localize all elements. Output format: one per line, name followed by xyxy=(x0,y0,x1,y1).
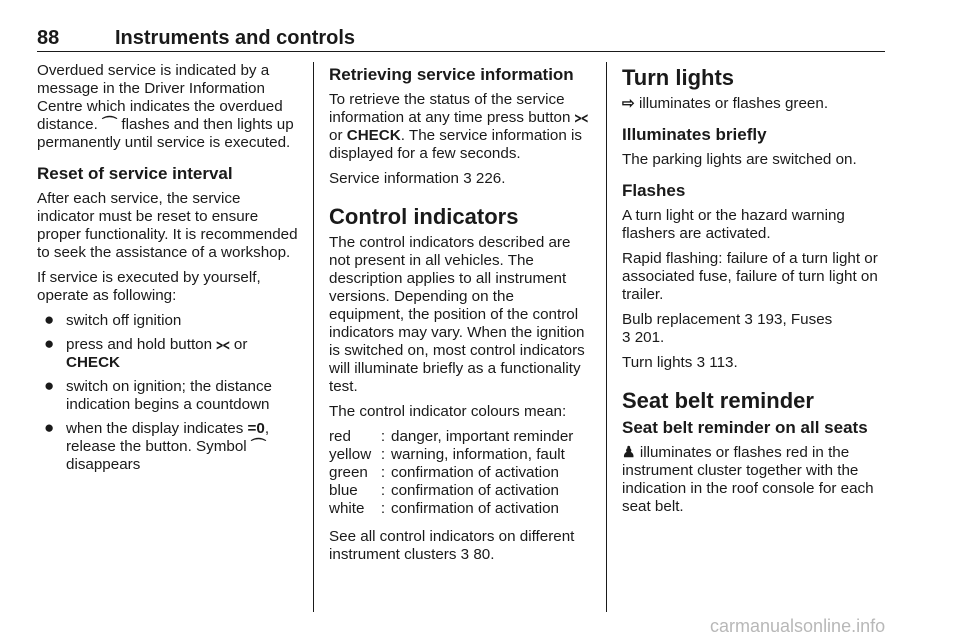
section-title: Instruments and controls xyxy=(115,27,356,49)
colour-row xyxy=(329,428,573,446)
bulb-fuses-reference: Bulb replacement 3 193, Fuses 3 201. xyxy=(622,311,833,346)
turn-lights-heading: Turn lights xyxy=(622,65,735,90)
column-2 xyxy=(329,62,593,571)
page-reference-link[interactable]: 3 201 xyxy=(622,329,661,346)
colour-name: blue xyxy=(329,482,358,499)
bullet-icon: ● xyxy=(44,418,55,437)
column-divider xyxy=(313,62,314,612)
wrench-icon: ⌒ xyxy=(102,116,118,133)
colour-separator: : xyxy=(380,500,386,517)
check-button-label: CHECK xyxy=(66,354,121,371)
service-button-icon: ⪥ xyxy=(216,336,230,353)
display-value: =0 xyxy=(247,420,265,437)
procedure-intro: If service is executed by yourself, operate as following: xyxy=(37,269,261,304)
turn-lights-reference: Turn lights 3 113. xyxy=(622,354,738,371)
all-seats-heading: Seat belt reminder on all seats xyxy=(622,418,868,437)
colour-meaning: warning, information, fault xyxy=(391,446,565,463)
retrieving-paragraph: To retrieve the status of the service information at any time press button ⪥ or CHECK. The service information is displayed for a few seconds. xyxy=(329,91,589,162)
watermark: carmanualsonline.info xyxy=(710,616,886,636)
rapid-flashing-paragraph: Rapid flashing: failure of a turn light or associated fuse, failure of turn light on trailer. xyxy=(622,250,878,303)
seatbelt-paragraph: ♟ illuminates or flashes red in the instrument cluster together with the indication in the roof console for each seat belt. xyxy=(622,444,874,515)
page-header xyxy=(37,27,885,52)
reference-arrow-icon: 3 xyxy=(622,329,631,346)
colour-table xyxy=(329,428,573,518)
colour-meaning: confirmation of activation xyxy=(391,464,559,481)
colour-name: white xyxy=(329,500,365,517)
colour-separator: : xyxy=(380,482,386,499)
reset-paragraph: After each service, the service indicator must be reset to ensure proper functionality. It is recommended to seek the assistance of a workshop. xyxy=(37,190,298,261)
service-info-reference: Service information 3 226. xyxy=(329,170,506,187)
reference-arrow-icon: 3 xyxy=(696,354,706,371)
colour-meaning: confirmation of activation xyxy=(391,500,559,517)
bullet-icon: ● xyxy=(44,310,55,329)
colour-meaning: danger, important reminder xyxy=(391,428,574,445)
procedure-list xyxy=(37,312,299,474)
page-reference-link[interactable]: 3 193 xyxy=(744,311,783,328)
reference-arrow-icon: 3 xyxy=(460,546,470,563)
colour-separator: : xyxy=(380,464,386,481)
service-button-icon: ⪥ xyxy=(574,109,589,126)
seat-belt-reminder-heading: Seat belt reminder xyxy=(622,388,814,413)
colour-row xyxy=(329,464,573,482)
overdue-paragraph: Overdued service is indicated by a message in the Driver Information Centre which indicates the overdued distance. ⌒ flashes and then lights up permanently until service is executed. xyxy=(37,62,294,151)
colour-separator: : xyxy=(380,428,386,445)
seatbelt-icon: ♟ xyxy=(622,444,636,461)
page-reference-link[interactable]: 3 80 xyxy=(460,546,491,563)
column-divider xyxy=(606,62,607,612)
reference-arrow-icon: 3 xyxy=(744,311,753,328)
wrench-icon: ⌒ xyxy=(250,438,267,455)
colour-separator: : xyxy=(380,446,386,463)
reset-heading: Reset of service interval xyxy=(37,164,233,183)
colours-intro: The control indicator colours mean: xyxy=(329,403,567,420)
turn-arrow-icon: ⇨ xyxy=(622,95,635,112)
list-item: ● switch on ignition; the distance indication begins a countdown xyxy=(44,376,272,413)
bullet-icon: ● xyxy=(44,376,55,395)
page-reference-link[interactable]: 3 226 xyxy=(463,170,502,187)
column-3 xyxy=(622,62,890,523)
column-1 xyxy=(37,62,299,480)
check-button-label: CHECK xyxy=(346,127,401,144)
retrieving-heading: Retrieving service information xyxy=(329,65,574,84)
list-item: ● press and hold button ⪥ or CHECK xyxy=(44,334,248,371)
control-indicators-paragraph: The control indicators described are not present in all vehicles. The description applies to all instrument versions. Depending on the equipment, the position of the control indicators may vary. When the ignition is switched on, most control indicators will illuminate briefly as a functionality test. xyxy=(329,234,585,395)
all-indicators-reference: See all control indicators on different instrument clusters 3 80. xyxy=(329,528,575,563)
control-indicators-heading: Control indicators xyxy=(329,204,519,229)
colour-name: yellow xyxy=(329,446,372,463)
colour-row xyxy=(329,482,573,500)
list-item: ● switch off ignition xyxy=(44,310,182,329)
illuminates-briefly-heading: Illuminates briefly xyxy=(622,125,767,144)
turn-lights-paragraph: ⇨ illuminates or flashes green. xyxy=(622,95,829,112)
page-number: 88 xyxy=(37,27,60,49)
reference-arrow-icon: 3 xyxy=(463,170,472,187)
colour-name: red xyxy=(329,428,351,445)
colour-row xyxy=(329,500,573,518)
flashes-paragraph: A turn light or the hazard warning flashers are activated. xyxy=(622,207,845,242)
page-reference-link[interactable]: 3 113 xyxy=(696,354,734,371)
colour-name: green xyxy=(329,464,368,481)
bullet-icon: ● xyxy=(44,334,55,353)
flashes-heading: Flashes xyxy=(622,181,686,200)
list-item: ● when the display indicates =0, release the button. Symbol ⌒ disappears xyxy=(44,418,270,473)
colour-meaning: confirmation of activation xyxy=(391,482,559,499)
briefly-paragraph: The parking lights are switched on. xyxy=(622,151,857,168)
colour-row xyxy=(329,446,573,464)
